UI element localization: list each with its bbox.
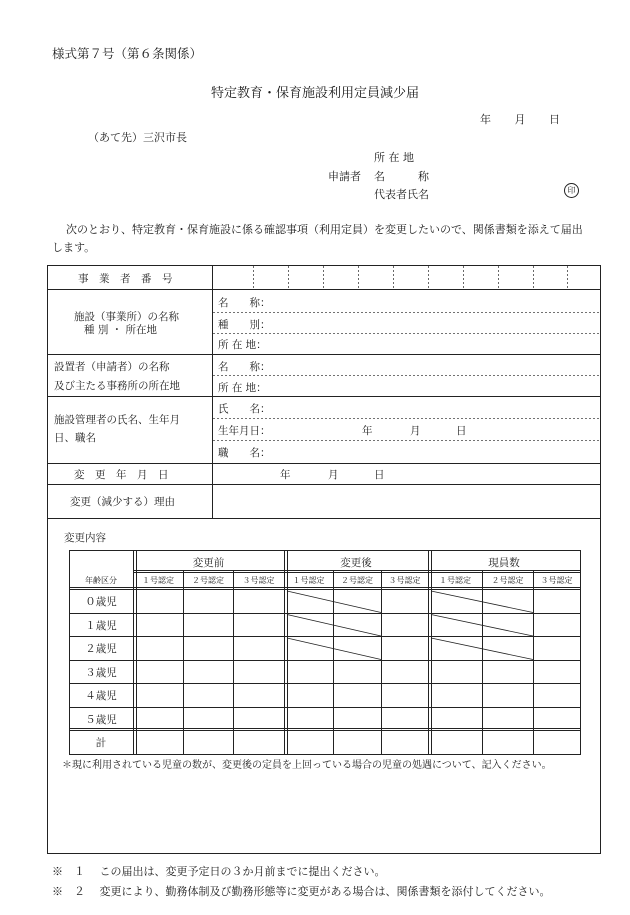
subheader: １号認定 — [292, 576, 325, 585]
manager-birth-field[interactable]: 生年月日： — [218, 425, 271, 437]
seal-mark: 印 — [564, 183, 579, 198]
row-label: ５歳児 — [85, 713, 117, 726]
establisher-sublabel: 及び主たる事務所の所在地 — [54, 380, 180, 392]
birth-year-unit: 年 — [362, 425, 373, 437]
diagonal-strike — [287, 591, 381, 613]
document-title: 特定教育・保育施設利用定員減少届 — [210, 86, 419, 101]
change-contents-label: 変更内容 — [64, 532, 106, 544]
change-day-unit: 日 — [374, 469, 385, 481]
applicant-name-label: 名 称 — [374, 170, 429, 183]
facility-type-field[interactable]: 種 別： — [218, 319, 271, 331]
manager-sublabel: 日、職名 — [54, 432, 96, 444]
form-number: 様式第７号（第６条関係） — [52, 46, 203, 61]
diagonal-strike — [287, 615, 381, 637]
row-label: ３歳児 — [85, 666, 117, 679]
birth-month-unit: 月 — [410, 425, 421, 437]
subheader: ３号認定 — [242, 576, 275, 585]
subheader: １号認定 — [142, 576, 174, 585]
facility-address-field[interactable]: 所 在 地： — [218, 339, 267, 351]
applicant-role-label: 申請者 — [328, 170, 361, 183]
subheader: ２号認定 — [491, 576, 524, 585]
row-label: ４歳児 — [85, 690, 117, 702]
manager-name-field[interactable]: 氏 名： — [218, 403, 271, 415]
diagonal-strike — [431, 591, 533, 613]
submission-date: 年 月 日 — [480, 113, 560, 126]
change-date-label: 変 更 年 月 日 — [74, 469, 169, 481]
subheader: ３号認定 — [388, 576, 421, 585]
subheader: ２号認定 — [341, 576, 373, 585]
manager-title-field[interactable]: 職 名： — [218, 447, 271, 459]
facility-name-field[interactable]: 名 称： — [218, 297, 271, 309]
group-header: 現員数 — [488, 557, 520, 569]
intro-text: 次のとおり、特定教育・保育施設に係る確認事項（利用定員）を変更したいので、関係書類を添えて届出します。 — [52, 223, 583, 254]
diagonal-strike — [431, 638, 533, 660]
footnote-2: ※ ２ 変更により、勤務体制及び勤務形態等に変更がある場合は、関係書類を添付してください。 — [52, 885, 551, 898]
row-label: 計 — [95, 737, 107, 749]
footnote-1: ※ １ この届出は、変更予定日の３か月前までに提出ください。 — [52, 865, 386, 878]
addressee: （あて先）三沢市長 — [88, 131, 187, 144]
manager-label: 施設管理者の氏名、生年月 — [54, 414, 180, 426]
row-label: ０歳児 — [85, 596, 117, 608]
group-header: 変更前 — [192, 557, 225, 569]
age-header: 年齢区分 — [85, 576, 117, 585]
applicant-location-label: 所 在 地 — [374, 151, 414, 164]
row-label: ２歳児 — [85, 643, 117, 655]
establisher-address-field[interactable]: 所 在 地： — [218, 382, 267, 394]
diagonal-strike — [431, 615, 533, 637]
facility-sublabel: 種 別 ・ 所在地 — [84, 324, 158, 336]
birth-day-unit: 日 — [456, 425, 467, 437]
change-reason-label: 変更（減少する）理由 — [70, 496, 175, 508]
applicant-representative-label: 代表者氏名 — [374, 188, 429, 201]
facility-label: 施設（事業所）の名称 — [74, 311, 179, 323]
note-text: ＊現に利用されている児童の数が、変更後の定員を上回っている場合の児童の処遇について、記入ください。 — [62, 760, 552, 771]
establisher-label: 設置者（申請者）の名称 — [54, 361, 170, 373]
subheader: ３号認定 — [540, 576, 573, 585]
change-month-unit: 月 — [328, 469, 339, 481]
subheader: １号認定 — [439, 576, 471, 585]
group-header: 変更後 — [340, 557, 372, 569]
diagonal-strike — [287, 638, 381, 660]
subheader: ２号認定 — [192, 576, 224, 585]
change-year-unit: 年 — [280, 469, 291, 481]
row-label: １歳児 — [85, 619, 117, 632]
business-number-label: 事 業 者 番 号 — [78, 273, 173, 285]
establisher-name-field[interactable]: 名 称： — [218, 361, 271, 373]
